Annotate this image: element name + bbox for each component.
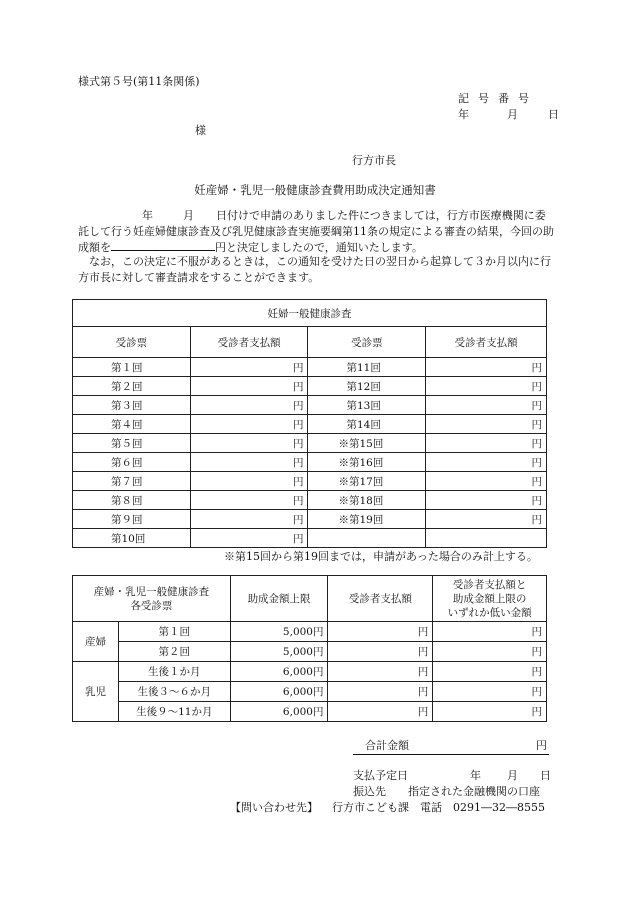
table1-note: ※第15回から第19回までは，申請があった場合のみ計上する。 bbox=[224, 550, 538, 563]
group-infant: 乳児 bbox=[73, 662, 119, 722]
row-label: 生後１か月 bbox=[118, 662, 230, 682]
body-paragraph-1 bbox=[78, 208, 556, 256]
paid-amount: 円 bbox=[190, 472, 308, 491]
paid-amount: 円 bbox=[426, 358, 547, 377]
paid-amount: 円 bbox=[190, 510, 308, 529]
table-row bbox=[73, 434, 547, 453]
paid-amount: 円 bbox=[190, 491, 308, 510]
paid-amount: 円 bbox=[190, 396, 308, 415]
paid-amount: 円 bbox=[426, 510, 547, 529]
transfer-destination bbox=[353, 783, 540, 799]
total-amount bbox=[353, 737, 549, 755]
row-paid: 円 bbox=[328, 642, 433, 662]
table-row bbox=[73, 491, 547, 510]
total-label: 合計金額 bbox=[365, 739, 409, 752]
paid-amount: 円 bbox=[426, 472, 547, 491]
paid-amount: 円 bbox=[426, 377, 547, 396]
t2-col-ticket: 産婦・乳児一般健康診査 各受診票 bbox=[73, 576, 231, 622]
row-limit: 6,000円 bbox=[230, 662, 328, 682]
paid-amount: 円 bbox=[190, 434, 308, 453]
table-row bbox=[73, 529, 547, 548]
row-lower: 円 bbox=[433, 622, 547, 642]
table-row bbox=[73, 510, 547, 529]
ticket-label: 第４回 bbox=[73, 415, 191, 434]
ticket-label: 第３回 bbox=[73, 396, 191, 415]
date-day: 日 bbox=[548, 108, 559, 121]
ticket-label: 第13回 bbox=[308, 396, 426, 415]
col-paid: 受診者支払額 bbox=[190, 327, 308, 358]
payment-date bbox=[353, 767, 551, 783]
col-ticket: 受診票 bbox=[73, 327, 191, 358]
row-label: 第２回 bbox=[118, 642, 230, 662]
amount-blank bbox=[111, 239, 215, 251]
table-row bbox=[73, 377, 547, 396]
col-paid: 受診者支払額 bbox=[426, 327, 547, 358]
ticket-label: 第９回 bbox=[73, 510, 191, 529]
table-row bbox=[73, 472, 547, 491]
row-lower: 円 bbox=[433, 702, 547, 722]
document-date bbox=[458, 106, 559, 122]
inquiry-contact bbox=[230, 799, 545, 815]
t2-col-limit: 助成金額上限 bbox=[230, 576, 328, 622]
row-paid: 円 bbox=[328, 622, 433, 642]
ticket-label: ※第19回 bbox=[308, 510, 426, 529]
row-lower: 円 bbox=[433, 662, 547, 682]
row-limit: 5,000円 bbox=[230, 642, 328, 662]
ticket-label: ※第16回 bbox=[308, 453, 426, 472]
table1-title: 妊婦一般健康診査 bbox=[73, 300, 547, 327]
ticket-label: ※第18回 bbox=[308, 491, 426, 510]
pay-day: 日 bbox=[540, 769, 551, 782]
t2-col-lower: 受診者支払額と 助成金額上限の いずれか低い金額 bbox=[433, 576, 547, 622]
ticket-label: 第１回 bbox=[73, 358, 191, 377]
paid-amount bbox=[426, 529, 547, 548]
p1-year: 年 bbox=[142, 209, 153, 222]
ticket-label bbox=[308, 529, 426, 548]
paid-amount: 円 bbox=[426, 434, 547, 453]
paid-amount: 円 bbox=[426, 491, 547, 510]
ticket-label: 第８回 bbox=[73, 491, 191, 510]
ticket-label: 第６回 bbox=[73, 453, 191, 472]
addressee-honorific: 様 bbox=[195, 124, 206, 137]
row-lower: 円 bbox=[433, 642, 547, 662]
pregnancy-checkup-table bbox=[72, 299, 547, 548]
pay-date-label: 支払予定日 bbox=[353, 769, 408, 782]
row-paid: 円 bbox=[328, 682, 433, 702]
t2-col-paid: 受診者支払額 bbox=[328, 576, 433, 622]
paid-amount: 円 bbox=[426, 396, 547, 415]
inquiry-label: 【問い合わせ先】 bbox=[230, 801, 318, 814]
issuer: 行方市長 bbox=[352, 154, 396, 167]
paid-amount: 円 bbox=[190, 358, 308, 377]
date-year: 年 bbox=[458, 108, 469, 121]
date-month: 月 bbox=[507, 108, 518, 121]
document-title: 妊産婦・乳児一般健康診査費用助成決定通知書 bbox=[194, 183, 436, 197]
form-number: 様式第５号(第11条関係) bbox=[78, 75, 200, 88]
group-maternal: 産婦 bbox=[73, 622, 119, 662]
paid-amount: 円 bbox=[426, 415, 547, 434]
ticket-label: ※第17回 bbox=[308, 472, 426, 491]
document-number-label: 記号番号 bbox=[458, 92, 538, 105]
row-paid: 円 bbox=[328, 702, 433, 722]
body-paragraph-2: なお，この決定に不服があるときは，この通知を受けた日の翌日から起算して３か月以内に行方市長に対して審査請求をすることができます。 bbox=[78, 255, 551, 284]
inquiry-value: 行方市こども課 電話 0291―32―8555 bbox=[332, 801, 545, 814]
row-limit: 6,000円 bbox=[230, 702, 328, 722]
pay-month: 月 bbox=[507, 769, 518, 782]
ticket-label: 第２回 bbox=[73, 377, 191, 396]
postpartum-infant-table bbox=[72, 575, 547, 722]
table-row bbox=[73, 453, 547, 472]
p1-text: 日付けで申請のありました件につきましては，行方市医療機関に委託して行う妊産婦健康診査及び乳児健康診査実施要綱第11条の規定による審査の結果，今回の助成額を bbox=[78, 209, 554, 254]
ticket-label: 第12回 bbox=[308, 377, 426, 396]
paid-amount: 円 bbox=[190, 453, 308, 472]
paid-amount: 円 bbox=[190, 415, 308, 434]
col-ticket: 受診票 bbox=[308, 327, 426, 358]
pay-year: 年 bbox=[470, 769, 481, 782]
row-label: 生後９～11か月 bbox=[118, 702, 230, 722]
row-limit: 6,000円 bbox=[230, 682, 328, 702]
paid-amount: 円 bbox=[190, 377, 308, 396]
row-paid: 円 bbox=[328, 662, 433, 682]
paid-amount: 円 bbox=[426, 453, 547, 472]
ticket-label: 第14回 bbox=[308, 415, 426, 434]
table-row bbox=[73, 415, 547, 434]
total-yen: 円 bbox=[536, 739, 547, 752]
paid-amount: 円 bbox=[190, 529, 308, 548]
table-row bbox=[73, 396, 547, 415]
ticket-label: 第７回 bbox=[73, 472, 191, 491]
transfer-label: 振込先 bbox=[353, 785, 386, 798]
p1-end: 円と決定しましたので，通知いたします。 bbox=[215, 241, 423, 254]
ticket-label: 第５回 bbox=[73, 434, 191, 453]
ticket-label: 第10回 bbox=[73, 529, 191, 548]
ticket-label: ※第15回 bbox=[308, 434, 426, 453]
table-row bbox=[73, 358, 547, 377]
p1-month: 月 bbox=[183, 209, 194, 222]
transfer-value: 指定された金融機関の口座 bbox=[408, 785, 540, 798]
row-label: 第１回 bbox=[118, 622, 230, 642]
row-limit: 5,000円 bbox=[230, 622, 328, 642]
ticket-label: 第11回 bbox=[308, 358, 426, 377]
row-label: 生後３～６か月 bbox=[118, 682, 230, 702]
row-lower: 円 bbox=[433, 682, 547, 702]
